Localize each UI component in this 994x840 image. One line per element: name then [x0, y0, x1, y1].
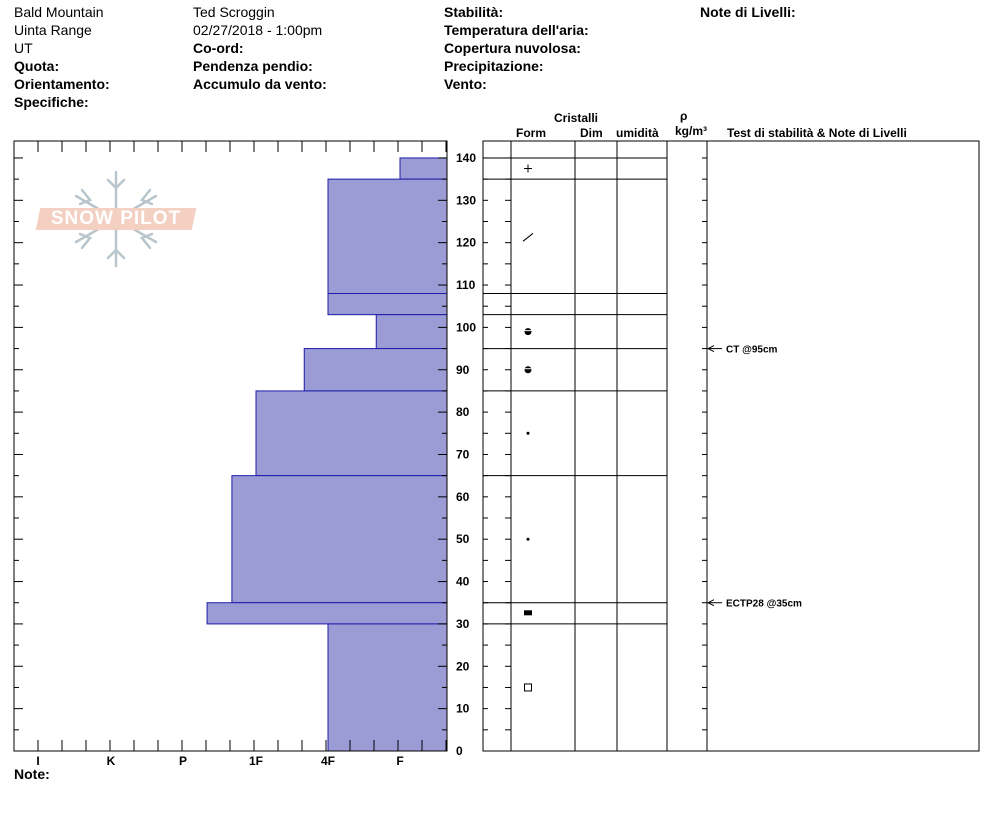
note-label: Note:: [14, 766, 50, 782]
temperatura-label: Temperatura dell'aria:: [444, 22, 589, 38]
hardness-bar: [400, 158, 447, 179]
stabilita-label: Stabilità:: [444, 4, 504, 20]
y-tick-label: 100: [456, 320, 477, 335]
y-tick-label: 60: [456, 489, 470, 504]
range: Uinta Range: [14, 22, 92, 38]
y-tick-label: 10: [456, 701, 470, 716]
layers-table: [483, 141, 979, 751]
tests-header: Test di stabilità & Note di Livelli: [727, 126, 907, 140]
accumulo-label: Accumulo da vento:: [193, 76, 327, 92]
density-unit-header: kg/m³: [675, 124, 708, 138]
hardness-bar: [304, 349, 447, 391]
logo-text: SNOW PILOT: [50, 208, 182, 229]
location: Bald Mountain: [14, 4, 104, 20]
hardness-bar: [376, 315, 447, 349]
hardness-bar: [256, 391, 447, 476]
form-square-icon: [525, 684, 532, 691]
y-tick-label: 90: [456, 362, 470, 377]
y-tick-label: 110: [456, 278, 476, 293]
form-crust-icon: [524, 610, 532, 615]
y-tick-label: 50: [456, 532, 470, 547]
hardness-tick-label: 4F: [320, 754, 336, 768]
pendenza-label: Pendenza pendio:: [193, 58, 313, 74]
state: UT: [14, 40, 33, 56]
y-tick-label: 0: [456, 744, 463, 758]
hardness-tick-label: 1F: [248, 754, 264, 768]
note-livelli-label: Note di Livelli:: [700, 4, 796, 20]
dim-header: Dim: [580, 126, 603, 140]
hardness-bar: [207, 603, 447, 624]
specifiche-label: Specifiche:: [14, 94, 89, 110]
cristalli-header: Cristalli: [554, 111, 599, 125]
test-label: CT @95cm: [726, 344, 778, 356]
y-tick-label: 130: [456, 193, 477, 208]
hardness-tick-label: F: [396, 754, 404, 768]
form-header: Form: [516, 126, 546, 140]
hardness-bar: [328, 624, 447, 751]
hardness-bar: [328, 294, 447, 315]
y-tick-label: 120: [456, 235, 477, 250]
y-tick-label: 80: [456, 405, 470, 420]
hardness-tick-label: I: [36, 754, 40, 768]
form-dot-icon: [527, 538, 530, 541]
y-tick-label: 20: [456, 659, 470, 674]
hardness-tick-label: P: [178, 754, 188, 768]
y-tick-label: 70: [456, 447, 470, 462]
datetime: 02/27/2018 - 1:00pm: [193, 22, 323, 38]
y-tick-label: 30: [456, 616, 470, 631]
coord-label: Co-ord:: [193, 40, 244, 56]
umidita-header: umidità: [616, 126, 659, 140]
form-slash-icon: [523, 233, 533, 241]
hardness-bar: [232, 476, 447, 603]
observer: Ted Scroggin: [193, 4, 275, 20]
hardness-bar: [328, 179, 447, 293]
y-tick-label: 140: [456, 150, 477, 165]
rho-header: ρ: [680, 109, 688, 123]
precipitazione-label: Precipitazione:: [444, 58, 544, 74]
form-rounded-icon: [525, 328, 532, 335]
form-rounded-icon: [525, 366, 532, 373]
copertura-label: Copertura nuvolosa:: [444, 40, 581, 56]
y-tick-label: 40: [456, 574, 470, 589]
vento-label: Vento:: [444, 76, 487, 92]
quota-label: Quota:: [14, 58, 60, 74]
orientamento-label: Orientamento:: [14, 76, 110, 92]
form-dot-icon: [527, 432, 530, 435]
hardness-tick-label: K: [106, 754, 116, 768]
test-label: ECTP28 @35cm: [726, 598, 802, 610]
